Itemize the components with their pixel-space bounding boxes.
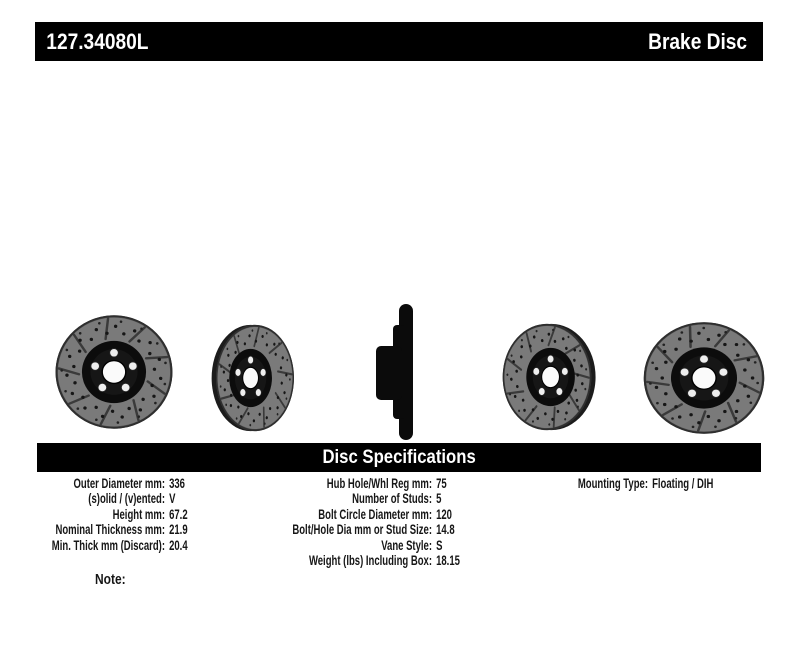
- spec-banner-title: Disc Specifications: [322, 446, 476, 468]
- spec-value: 21.9: [169, 521, 188, 538]
- spec-label: Outer Diameter mm:: [73, 475, 165, 491]
- spec-value: 18.15: [436, 551, 460, 568]
- header-banner: [35, 22, 763, 61]
- disc-image-front-left: [48, 308, 180, 436]
- brake-disc-angled-icon: [211, 318, 299, 438]
- spec-row-bolt-circle: [276, 507, 460, 522]
- spec-label: (s)olid / (v)ented:: [88, 490, 165, 507]
- spec-row-solid-vented: [29, 491, 188, 506]
- product-type-label: Brake Disc: [648, 28, 748, 54]
- spec-column-hub-studs: [202, 476, 473, 568]
- spec-row-number-of-studs: [276, 491, 460, 506]
- spec-label: Hub Hole/Whl Reg mm:: [326, 475, 432, 491]
- part-number: 127.34080L: [46, 28, 149, 54]
- spec-row-height: [29, 507, 188, 522]
- brake-disc-side-icon: [374, 303, 418, 441]
- spec-value: 120: [436, 505, 452, 522]
- spec-value: 20.4: [169, 536, 188, 553]
- spec-value: 67.2: [169, 505, 188, 522]
- spec-label: Bolt Circle Diameter mm:: [318, 505, 432, 522]
- spec-value: Floating / DIH: [652, 475, 714, 491]
- brake-disc-front-icon: [636, 315, 772, 441]
- spec-column-mounting: [528, 476, 744, 491]
- spec-row-nominal-thickness: [29, 522, 188, 537]
- spec-row-bolt-hole-dia: [276, 522, 460, 537]
- disc-image-side-profile: [374, 303, 418, 441]
- spec-label: Bolt/Hole Dia mm or Stud Size:: [292, 521, 432, 538]
- disc-image-front-right: [636, 315, 772, 441]
- spec-label: Weight (lbs) Including Box:: [308, 551, 432, 568]
- brake-disc-angled-icon: [497, 317, 597, 437]
- spec-row-min-thickness: [29, 538, 188, 553]
- note-label: Note:: [95, 571, 126, 588]
- spec-value: 5: [436, 490, 442, 507]
- spec-row-vane-style: [276, 538, 460, 553]
- spec-row-mounting-type: [566, 476, 713, 491]
- disc-image-angled-left: [211, 318, 299, 438]
- spec-row-hub-hole: [276, 476, 460, 491]
- spec-row-outer-diameter: [29, 476, 188, 491]
- spec-column-dimensions: [0, 476, 198, 553]
- spec-value: 14.8: [436, 521, 455, 538]
- spec-label: Nominal Thickness mm:: [55, 521, 165, 538]
- spec-banner: [37, 443, 761, 472]
- spec-value: 75: [436, 475, 447, 491]
- spec-label: Min. Thick mm (Discard):: [51, 536, 165, 553]
- spec-label: Number of Studs:: [352, 490, 432, 507]
- brake-disc-front-icon: [48, 308, 180, 436]
- spec-label: Height mm:: [112, 505, 165, 522]
- disc-image-angled-right: [497, 317, 597, 437]
- spec-value: 336: [169, 475, 185, 491]
- spec-value: S: [436, 536, 443, 553]
- spec-label: Vane Style:: [381, 536, 432, 553]
- spec-value: V: [169, 490, 176, 507]
- spec-label: Mounting Type:: [577, 475, 648, 491]
- spec-row-weight: [276, 553, 460, 568]
